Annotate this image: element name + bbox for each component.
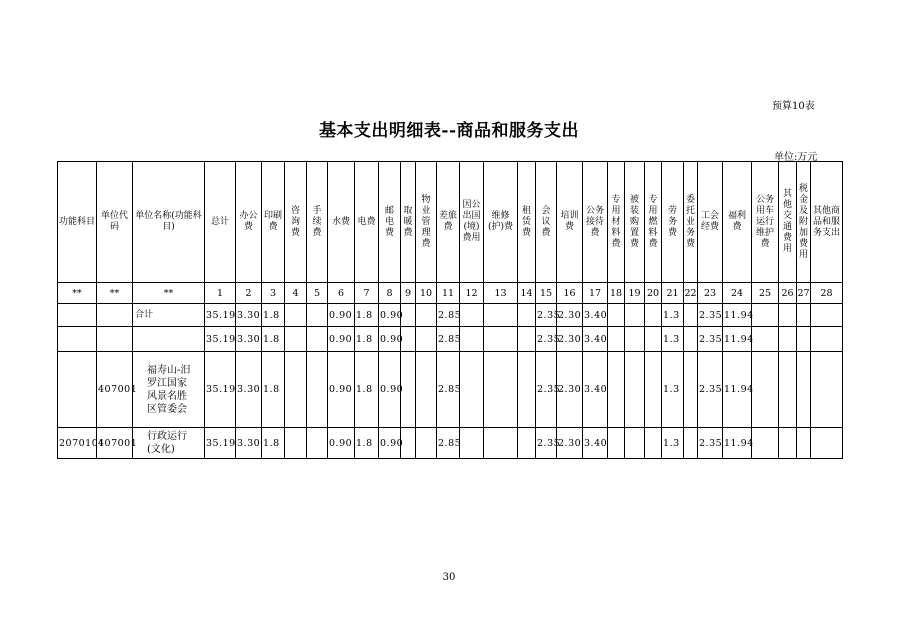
table-row xyxy=(58,428,843,459)
table-cell: 407001 xyxy=(97,428,133,459)
table-cell xyxy=(625,327,645,352)
table-cell xyxy=(797,327,811,352)
table-cell: 2.35 xyxy=(698,327,723,352)
index-cell: 28 xyxy=(811,283,843,304)
table-cell xyxy=(484,304,518,327)
table-cell: 2.35 xyxy=(536,327,557,352)
table-cell: 35.19 xyxy=(205,327,236,352)
table-cell: 2.35 xyxy=(536,352,557,428)
table-cell xyxy=(811,428,843,459)
table-cell: 1.8 xyxy=(262,352,285,428)
index-cell: 6 xyxy=(328,283,355,304)
table-cell: 行政运行(文化) xyxy=(133,428,205,459)
header-cell: 手续费 xyxy=(307,162,328,283)
table-cell xyxy=(811,327,843,352)
table-cell xyxy=(608,352,625,428)
table-cell: 2070101 xyxy=(58,428,97,459)
table-cell: 11.94 xyxy=(723,428,752,459)
header-cell: 专用燃料费 xyxy=(645,162,662,283)
table-cell xyxy=(645,352,662,428)
table-cell: 11.94 xyxy=(723,352,752,428)
index-cell: 2 xyxy=(236,283,262,304)
table-cell: 3.30 xyxy=(236,428,262,459)
table-row xyxy=(58,304,843,327)
table-cell: 2.30 xyxy=(557,428,583,459)
header-cell: 会议费 xyxy=(536,162,557,283)
page-title: 基本支出明细表--商品和服务支出 xyxy=(318,121,580,141)
table-cell xyxy=(518,352,536,428)
header-cell: 取暖费 xyxy=(401,162,416,283)
table-cell: 2.85 xyxy=(437,428,460,459)
table-cell: 2.85 xyxy=(437,327,460,352)
table-cell: 2.30 xyxy=(557,327,583,352)
index-row xyxy=(58,283,843,304)
header-cell: 咨询费 xyxy=(285,162,307,283)
index-cell: 15 xyxy=(536,283,557,304)
table-cell xyxy=(460,327,484,352)
table-cell xyxy=(285,428,307,459)
table-cell xyxy=(608,428,625,459)
table-cell: 3.40 xyxy=(583,327,608,352)
table-cell xyxy=(307,352,328,428)
table-cell xyxy=(645,428,662,459)
header-cell: 单位代码 xyxy=(97,162,133,283)
table-cell xyxy=(484,327,518,352)
table-cell: 1.8 xyxy=(262,428,285,459)
table-cell: 3.40 xyxy=(583,304,608,327)
table-cell xyxy=(416,304,437,327)
table-cell xyxy=(97,304,133,327)
table-cell xyxy=(58,304,97,327)
table-cell: 35.19 xyxy=(205,352,236,428)
table-cell xyxy=(779,304,797,327)
table-cell xyxy=(416,327,437,352)
table-cell xyxy=(518,327,536,352)
index-cell: 7 xyxy=(355,283,379,304)
index-cell: 27 xyxy=(797,283,811,304)
table-cell xyxy=(625,428,645,459)
table-cell xyxy=(416,352,437,428)
table-cell: 0.90 xyxy=(379,304,401,327)
unit-label: 单位:万元 xyxy=(774,152,818,163)
index-cell: 20 xyxy=(645,283,662,304)
table-cell xyxy=(779,327,797,352)
table-cell xyxy=(285,304,307,327)
table-cell xyxy=(684,327,698,352)
index-cell: 26 xyxy=(779,283,797,304)
table-row xyxy=(58,352,843,428)
table-cell xyxy=(58,352,97,428)
table-cell xyxy=(797,428,811,459)
index-cell: 8 xyxy=(379,283,401,304)
header-cell: 印刷费 xyxy=(262,162,285,283)
header-cell: 功能科目 xyxy=(58,162,97,283)
table-cell: 1.8 xyxy=(355,428,379,459)
page-number: 30 xyxy=(442,572,456,583)
table-cell: 11.94 xyxy=(723,327,752,352)
index-cell: 23 xyxy=(698,283,723,304)
table-cell: 0.90 xyxy=(328,304,355,327)
table-cell xyxy=(285,352,307,428)
table-cell xyxy=(285,327,307,352)
index-cell: 9 xyxy=(401,283,416,304)
table-cell xyxy=(460,352,484,428)
table-cell: 2.85 xyxy=(437,304,460,327)
index-cell: ** xyxy=(58,283,97,304)
table-cell xyxy=(645,327,662,352)
index-cell: 4 xyxy=(285,283,307,304)
header-cell: 电费 xyxy=(355,162,379,283)
table-cell: 35.19 xyxy=(205,428,236,459)
table-cell: 2.30 xyxy=(557,304,583,327)
table-cell xyxy=(58,327,97,352)
table-cell: 1.3 xyxy=(662,327,684,352)
table-cell: 福寿山-汨罗江国家风景名胜区管委会 xyxy=(133,352,205,428)
index-cell: 11 xyxy=(437,283,460,304)
table-cell: 3.30 xyxy=(236,352,262,428)
header-cell: 其他交通费用 xyxy=(779,162,797,283)
index-cell: 3 xyxy=(262,283,285,304)
table-cell: 3.40 xyxy=(583,428,608,459)
table-row xyxy=(58,327,843,352)
table-cell: 1.3 xyxy=(662,304,684,327)
table-cell: 1.8 xyxy=(355,352,379,428)
table-cell xyxy=(608,327,625,352)
table-cell xyxy=(518,304,536,327)
header-cell: 总计 xyxy=(205,162,236,283)
header-row xyxy=(58,162,843,283)
table-cell xyxy=(97,327,133,352)
table-cell xyxy=(684,304,698,327)
index-cell: 13 xyxy=(484,283,518,304)
header-cell: 物业管理费 xyxy=(416,162,437,283)
table-cell: 1.8 xyxy=(262,327,285,352)
header-cell: 被装购置费 xyxy=(625,162,645,283)
index-cell: ** xyxy=(97,283,133,304)
table-cell xyxy=(811,304,843,327)
header-cell: 劳务费 xyxy=(662,162,684,283)
index-cell: 25 xyxy=(752,283,779,304)
expenditure-table xyxy=(57,161,843,459)
index-cell: 18 xyxy=(608,283,625,304)
header-cell: 差旅费 xyxy=(437,162,460,283)
index-cell: 14 xyxy=(518,283,536,304)
index-cell: 1 xyxy=(205,283,236,304)
table-cell xyxy=(484,352,518,428)
index-cell: 21 xyxy=(662,283,684,304)
header-cell: 委托业务费 xyxy=(684,162,698,283)
table-cell xyxy=(797,352,811,428)
table-cell xyxy=(625,352,645,428)
table-cell xyxy=(133,327,205,352)
table-cell: 3.30 xyxy=(236,327,262,352)
table-cell xyxy=(484,428,518,459)
index-cell: 19 xyxy=(625,283,645,304)
index-cell: 17 xyxy=(583,283,608,304)
table-cell xyxy=(752,352,779,428)
table-cell xyxy=(752,428,779,459)
table-cell: 1.8 xyxy=(262,304,285,327)
table-cell: 2.30 xyxy=(557,352,583,428)
index-cell: 22 xyxy=(684,283,698,304)
header-cell: 办公费 xyxy=(236,162,262,283)
table-cell: 35.19 xyxy=(205,304,236,327)
table-cell: 1.3 xyxy=(662,428,684,459)
table-cell: 3.30 xyxy=(236,304,262,327)
table-cell: 407001 xyxy=(97,352,133,428)
table-cell: 3.40 xyxy=(583,352,608,428)
table-cell xyxy=(645,304,662,327)
table-cell: 0.90 xyxy=(379,327,401,352)
table-cell: 0.90 xyxy=(379,428,401,459)
index-cell: 12 xyxy=(460,283,484,304)
table-cell: 2.35 xyxy=(698,428,723,459)
table-cell: 0.90 xyxy=(328,327,355,352)
table-cell: 合计 xyxy=(133,304,205,327)
index-cell: 5 xyxy=(307,283,328,304)
table-cell: 2.35 xyxy=(536,428,557,459)
table-cell xyxy=(518,428,536,459)
table-cell xyxy=(684,428,698,459)
table-cell: 2.35 xyxy=(536,304,557,327)
table-cell: 2.35 xyxy=(698,304,723,327)
table-cell xyxy=(460,304,484,327)
table-cell: 0.90 xyxy=(328,352,355,428)
table-cell xyxy=(307,304,328,327)
table-cell: 1.8 xyxy=(355,327,379,352)
table-cell xyxy=(460,428,484,459)
table-cell xyxy=(752,327,779,352)
table-cell: 1.8 xyxy=(355,304,379,327)
header-cell: 公务用车运行维护费 xyxy=(752,162,779,283)
table-cell: 2.35 xyxy=(698,352,723,428)
header-cell: 邮电费 xyxy=(379,162,401,283)
header-cell: 单位名称(功能科目) xyxy=(133,162,205,283)
header-cell: 培训费 xyxy=(557,162,583,283)
table-cell: 1.3 xyxy=(662,352,684,428)
index-cell: ** xyxy=(133,283,205,304)
table-cell xyxy=(307,428,328,459)
header-cell: 租赁费 xyxy=(518,162,536,283)
table-cell xyxy=(416,428,437,459)
table-cell xyxy=(797,304,811,327)
index-cell: 24 xyxy=(723,283,752,304)
header-cell: 公务接待费 xyxy=(583,162,608,283)
table-cell: 11.94 xyxy=(723,304,752,327)
table-cell xyxy=(625,304,645,327)
table-cell xyxy=(811,352,843,428)
table-cell: 0.90 xyxy=(328,428,355,459)
table-cell xyxy=(608,304,625,327)
header-cell: 水费 xyxy=(328,162,355,283)
index-cell: 16 xyxy=(557,283,583,304)
table-cell: 0.90 xyxy=(379,352,401,428)
table-cell xyxy=(752,304,779,327)
table-cell xyxy=(779,352,797,428)
header-cell: 其他商品和服务支出 xyxy=(811,162,843,283)
index-cell: 10 xyxy=(416,283,437,304)
header-cell: 工会经费 xyxy=(698,162,723,283)
header-cell: 专用材料费 xyxy=(608,162,625,283)
header-cell: 福利费 xyxy=(723,162,752,283)
table-number-label: 预算10表 xyxy=(772,101,815,112)
table-cell xyxy=(684,352,698,428)
table-cell: 2.85 xyxy=(437,352,460,428)
table-cell xyxy=(779,428,797,459)
header-cell: 维修(护)费 xyxy=(484,162,518,283)
header-cell: 税金及附加费用 xyxy=(797,162,811,283)
table-cell xyxy=(307,327,328,352)
header-cell: 因公出国(境)费用 xyxy=(460,162,484,283)
